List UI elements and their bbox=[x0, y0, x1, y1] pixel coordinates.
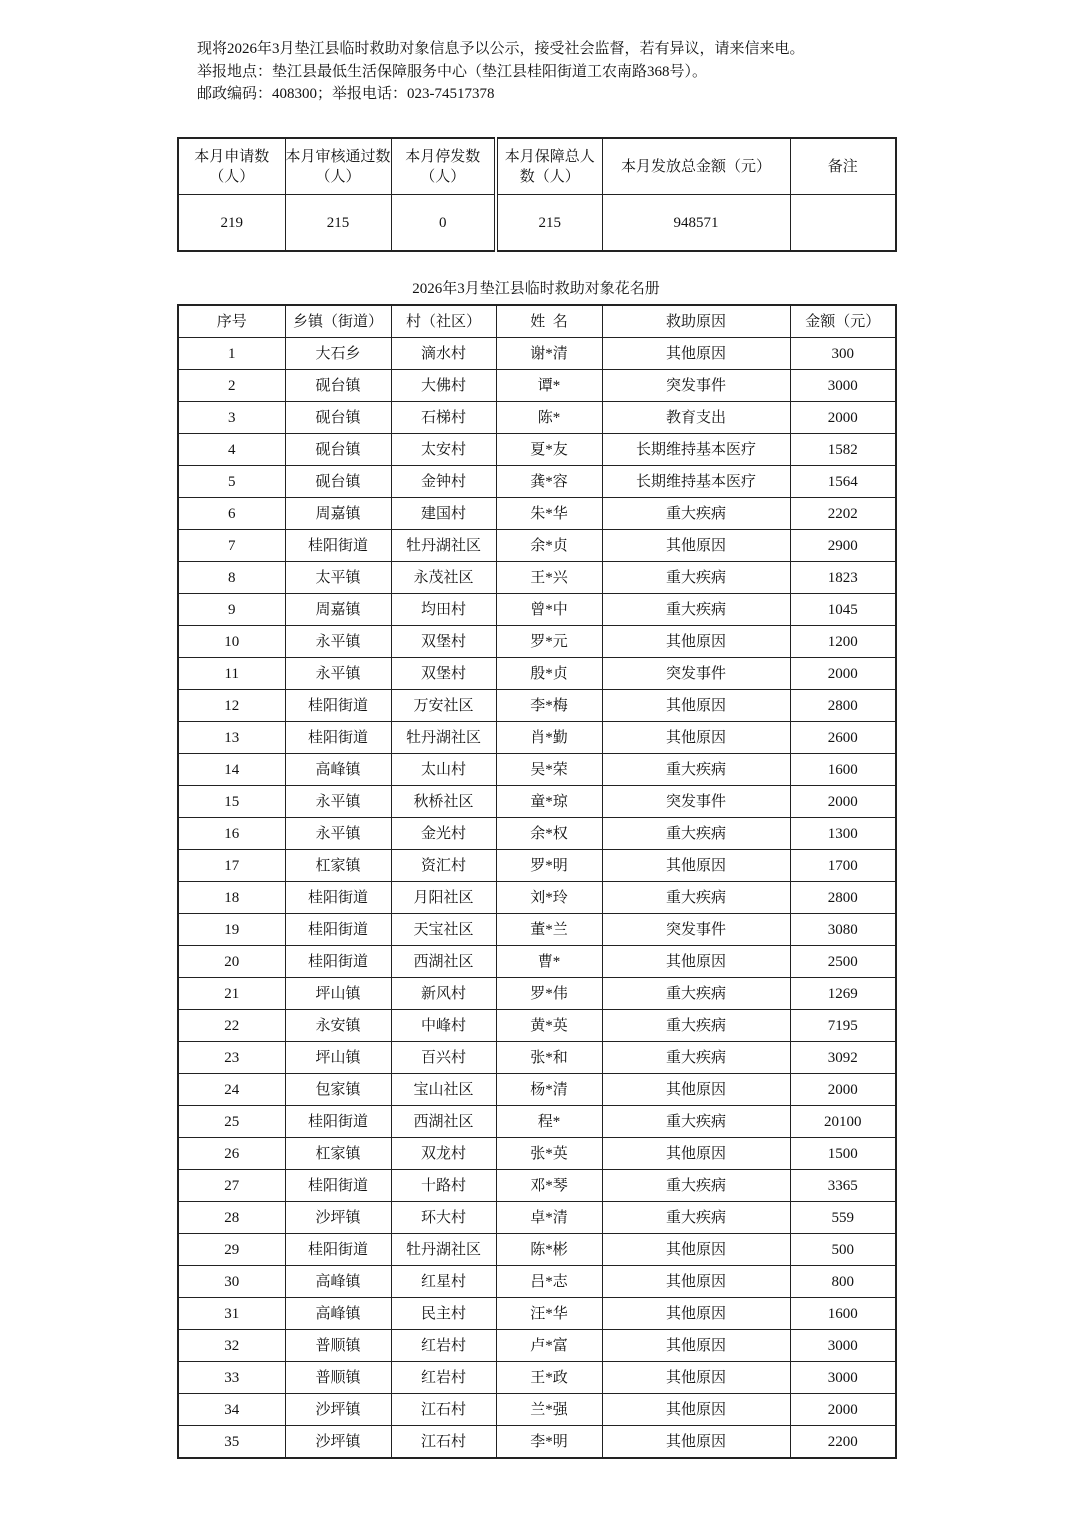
cell-reason: 其他原因 bbox=[602, 1266, 790, 1298]
cell-name: 董*兰 bbox=[496, 914, 602, 946]
cell-township: 沙坪镇 bbox=[285, 1202, 391, 1234]
cell-township: 砚台镇 bbox=[285, 466, 391, 498]
cell-township: 永平镇 bbox=[285, 786, 391, 818]
cell-amount: 2000 bbox=[790, 402, 896, 434]
cell-reason: 突发事件 bbox=[602, 370, 790, 402]
cell-index: 1 bbox=[178, 338, 285, 370]
cell-amount: 800 bbox=[790, 1266, 896, 1298]
cell-township: 桂阳街道 bbox=[285, 1234, 391, 1266]
cell-township: 普顺镇 bbox=[285, 1330, 391, 1362]
cell-village: 江石村 bbox=[391, 1394, 496, 1426]
cell-name: 谢*清 bbox=[496, 338, 602, 370]
table-row bbox=[178, 1106, 896, 1138]
cell-township: 沙坪镇 bbox=[285, 1394, 391, 1426]
table-row bbox=[178, 818, 896, 850]
cell-reason: 重大疾病 bbox=[602, 882, 790, 914]
cell-index: 27 bbox=[178, 1170, 285, 1202]
cell-name: 卢*富 bbox=[496, 1330, 602, 1362]
cell-village: 中峰村 bbox=[391, 1010, 496, 1042]
cell-name: 谭* bbox=[496, 370, 602, 402]
cell-village: 江石村 bbox=[391, 1426, 496, 1459]
cell-index: 22 bbox=[178, 1010, 285, 1042]
cell-amount: 1700 bbox=[790, 850, 896, 882]
cell-name: 陈* bbox=[496, 402, 602, 434]
header-index: 序号 bbox=[178, 305, 285, 338]
cell-reason: 重大疾病 bbox=[602, 562, 790, 594]
cell-index: 24 bbox=[178, 1074, 285, 1106]
cell-village: 新风村 bbox=[391, 978, 496, 1010]
cell-township: 大石乡 bbox=[285, 338, 391, 370]
cell-index: 33 bbox=[178, 1362, 285, 1394]
table-row bbox=[178, 1074, 896, 1106]
cell-township: 高峰镇 bbox=[285, 754, 391, 786]
cell-township: 永平镇 bbox=[285, 818, 391, 850]
cell-village: 西湖社区 bbox=[391, 946, 496, 978]
cell-index: 19 bbox=[178, 914, 285, 946]
cell-amount: 3365 bbox=[790, 1170, 896, 1202]
table-row bbox=[178, 690, 896, 722]
cell-name: 童*琼 bbox=[496, 786, 602, 818]
cell-name: 汪*华 bbox=[496, 1298, 602, 1330]
cell-amount: 2800 bbox=[790, 690, 896, 722]
cell-reason: 其他原因 bbox=[602, 1234, 790, 1266]
cell-index: 6 bbox=[178, 498, 285, 530]
cell-name: 殷*贞 bbox=[496, 658, 602, 690]
cell-reason: 长期维持基本医疗 bbox=[602, 434, 790, 466]
cell-amount: 1600 bbox=[790, 754, 896, 786]
roster-table bbox=[177, 304, 897, 1459]
cell-amount: 3000 bbox=[790, 1362, 896, 1394]
cell-index: 4 bbox=[178, 434, 285, 466]
table-row bbox=[178, 1042, 896, 1074]
cell-village: 西湖社区 bbox=[391, 1106, 496, 1138]
cell-index: 35 bbox=[178, 1426, 285, 1459]
cell-village: 双龙村 bbox=[391, 1138, 496, 1170]
cell-name: 陈*彬 bbox=[496, 1234, 602, 1266]
cell-township: 永平镇 bbox=[285, 626, 391, 658]
cell-index: 21 bbox=[178, 978, 285, 1010]
cell-amount: 2200 bbox=[790, 1426, 896, 1459]
cell-township: 砚台镇 bbox=[285, 402, 391, 434]
cell-reason: 突发事件 bbox=[602, 914, 790, 946]
cell-index: 7 bbox=[178, 530, 285, 562]
cell-township: 杠家镇 bbox=[285, 1138, 391, 1170]
cell-index: 29 bbox=[178, 1234, 285, 1266]
cell-amount: 1269 bbox=[790, 978, 896, 1010]
cell-village: 环大村 bbox=[391, 1202, 496, 1234]
table-row bbox=[178, 1170, 896, 1202]
cell-reason: 其他原因 bbox=[602, 850, 790, 882]
table-row bbox=[178, 722, 896, 754]
cell-township: 高峰镇 bbox=[285, 1266, 391, 1298]
cell-village: 万安社区 bbox=[391, 690, 496, 722]
cell-township: 桂阳街道 bbox=[285, 1170, 391, 1202]
value-total-covered: 215 bbox=[496, 195, 602, 252]
cell-amount: 2202 bbox=[790, 498, 896, 530]
cell-index: 18 bbox=[178, 882, 285, 914]
header-approved: 本月审核通过数（人） bbox=[285, 138, 391, 195]
cell-name: 李*明 bbox=[496, 1426, 602, 1459]
header-name: 姓 名 bbox=[496, 305, 602, 338]
cell-index: 3 bbox=[178, 402, 285, 434]
cell-reason: 长期维持基本医疗 bbox=[602, 466, 790, 498]
cell-village: 均田村 bbox=[391, 594, 496, 626]
cell-amount: 2000 bbox=[790, 1394, 896, 1426]
cell-reason: 其他原因 bbox=[602, 946, 790, 978]
cell-index: 9 bbox=[178, 594, 285, 626]
header-reason: 救助原因 bbox=[602, 305, 790, 338]
cell-name: 曾*中 bbox=[496, 594, 602, 626]
cell-amount: 2600 bbox=[790, 722, 896, 754]
table-row bbox=[178, 850, 896, 882]
cell-name: 夏*友 bbox=[496, 434, 602, 466]
cell-reason: 重大疾病 bbox=[602, 1170, 790, 1202]
table-row bbox=[178, 1266, 896, 1298]
cell-name: 邓*琴 bbox=[496, 1170, 602, 1202]
cell-township: 沙坪镇 bbox=[285, 1426, 391, 1459]
cell-name: 黄*英 bbox=[496, 1010, 602, 1042]
cell-reason: 其他原因 bbox=[602, 690, 790, 722]
cell-index: 30 bbox=[178, 1266, 285, 1298]
cell-amount: 3092 bbox=[790, 1042, 896, 1074]
cell-amount: 1823 bbox=[790, 562, 896, 594]
cell-name: 罗*元 bbox=[496, 626, 602, 658]
cell-reason: 其他原因 bbox=[602, 1138, 790, 1170]
cell-amount: 3000 bbox=[790, 1330, 896, 1362]
cell-index: 2 bbox=[178, 370, 285, 402]
cell-township: 砚台镇 bbox=[285, 434, 391, 466]
cell-amount: 2000 bbox=[790, 1074, 896, 1106]
table-row bbox=[178, 882, 896, 914]
cell-name: 杨*清 bbox=[496, 1074, 602, 1106]
cell-amount: 2800 bbox=[790, 882, 896, 914]
roster-title: 2026年3月垫江县临时救助对象花名册 bbox=[412, 281, 660, 297]
cell-index: 11 bbox=[178, 658, 285, 690]
cell-amount: 2000 bbox=[790, 658, 896, 690]
cell-township: 桂阳街道 bbox=[285, 690, 391, 722]
table-row bbox=[178, 1394, 896, 1426]
cell-amount: 2500 bbox=[790, 946, 896, 978]
summary-header-row bbox=[178, 138, 896, 195]
cell-township: 周嘉镇 bbox=[285, 594, 391, 626]
cell-index: 32 bbox=[178, 1330, 285, 1362]
value-approved: 215 bbox=[285, 195, 391, 252]
cell-name: 卓*清 bbox=[496, 1202, 602, 1234]
cell-amount: 3080 bbox=[790, 914, 896, 946]
cell-township: 高峰镇 bbox=[285, 1298, 391, 1330]
cell-name: 李*梅 bbox=[496, 690, 602, 722]
cell-name: 龚*容 bbox=[496, 466, 602, 498]
cell-reason: 重大疾病 bbox=[602, 1106, 790, 1138]
cell-name: 罗*伟 bbox=[496, 978, 602, 1010]
cell-village: 十路村 bbox=[391, 1170, 496, 1202]
cell-index: 26 bbox=[178, 1138, 285, 1170]
cell-village: 秋桥社区 bbox=[391, 786, 496, 818]
cell-township: 桂阳街道 bbox=[285, 530, 391, 562]
cell-index: 20 bbox=[178, 946, 285, 978]
cell-reason: 重大疾病 bbox=[602, 594, 790, 626]
cell-village: 永茂社区 bbox=[391, 562, 496, 594]
cell-village: 宝山社区 bbox=[391, 1074, 496, 1106]
cell-reason: 其他原因 bbox=[602, 1074, 790, 1106]
cell-reason: 重大疾病 bbox=[602, 498, 790, 530]
cell-village: 牡丹湖社区 bbox=[391, 1234, 496, 1266]
cell-village: 金光村 bbox=[391, 818, 496, 850]
table-row bbox=[178, 658, 896, 690]
table-row bbox=[178, 498, 896, 530]
cell-village: 双堡村 bbox=[391, 626, 496, 658]
table-row bbox=[178, 1362, 896, 1394]
cell-amount: 1300 bbox=[790, 818, 896, 850]
cell-village: 月阳社区 bbox=[391, 882, 496, 914]
header-applications: 本月申请数（人） bbox=[178, 138, 285, 195]
cell-village: 大佛村 bbox=[391, 370, 496, 402]
cell-index: 28 bbox=[178, 1202, 285, 1234]
cell-index: 31 bbox=[178, 1298, 285, 1330]
cell-reason: 其他原因 bbox=[602, 1426, 790, 1459]
cell-township: 桂阳街道 bbox=[285, 914, 391, 946]
cell-index: 12 bbox=[178, 690, 285, 722]
cell-name: 余*权 bbox=[496, 818, 602, 850]
cell-village: 红岩村 bbox=[391, 1330, 496, 1362]
notice-line: 现将2026年3月垫江县临时救助对象信息予以公示，接受社会监督，若有异议，请来信来电。 bbox=[197, 41, 805, 57]
header-village: 村（社区） bbox=[391, 305, 496, 338]
cell-village: 石梯村 bbox=[391, 402, 496, 434]
cell-name: 余*贞 bbox=[496, 530, 602, 562]
summary-value-row bbox=[178, 195, 896, 252]
cell-township: 杠家镇 bbox=[285, 850, 391, 882]
cell-reason: 突发事件 bbox=[602, 658, 790, 690]
cell-reason: 其他原因 bbox=[602, 1394, 790, 1426]
cell-township: 桂阳街道 bbox=[285, 722, 391, 754]
cell-amount: 559 bbox=[790, 1202, 896, 1234]
table-row bbox=[178, 466, 896, 498]
cell-amount: 7195 bbox=[790, 1010, 896, 1042]
table-row bbox=[178, 754, 896, 786]
cell-township: 普顺镇 bbox=[285, 1362, 391, 1394]
cell-township: 永平镇 bbox=[285, 658, 391, 690]
cell-index: 5 bbox=[178, 466, 285, 498]
cell-name: 朱*华 bbox=[496, 498, 602, 530]
value-total-amount: 948571 bbox=[602, 195, 790, 252]
cell-township: 太平镇 bbox=[285, 562, 391, 594]
cell-reason: 重大疾病 bbox=[602, 1042, 790, 1074]
cell-amount: 20100 bbox=[790, 1106, 896, 1138]
cell-township: 包家镇 bbox=[285, 1074, 391, 1106]
header-amount: 金额（元） bbox=[790, 305, 896, 338]
cell-amount: 1200 bbox=[790, 626, 896, 658]
cell-village: 建国村 bbox=[391, 498, 496, 530]
cell-index: 23 bbox=[178, 1042, 285, 1074]
header-township: 乡镇（街道） bbox=[285, 305, 391, 338]
cell-amount: 1600 bbox=[790, 1298, 896, 1330]
table-row bbox=[178, 1138, 896, 1170]
cell-reason: 其他原因 bbox=[602, 530, 790, 562]
table-row bbox=[178, 594, 896, 626]
cell-reason: 其他原因 bbox=[602, 338, 790, 370]
cell-amount: 1582 bbox=[790, 434, 896, 466]
cell-name: 吴*荣 bbox=[496, 754, 602, 786]
cell-reason: 教育支出 bbox=[602, 402, 790, 434]
cell-village: 民主村 bbox=[391, 1298, 496, 1330]
cell-name: 肖*勤 bbox=[496, 722, 602, 754]
table-row bbox=[178, 626, 896, 658]
cell-village: 金钟村 bbox=[391, 466, 496, 498]
value-stopped: 0 bbox=[391, 195, 496, 252]
contact-info: 邮政编码：408300；举报电话：023-74517378 bbox=[197, 86, 495, 102]
cell-reason: 其他原因 bbox=[602, 1298, 790, 1330]
cell-amount: 3000 bbox=[790, 370, 896, 402]
table-row bbox=[178, 402, 896, 434]
cell-village: 天宝社区 bbox=[391, 914, 496, 946]
cell-township: 周嘉镇 bbox=[285, 498, 391, 530]
cell-village: 百兴村 bbox=[391, 1042, 496, 1074]
notice-text bbox=[197, 38, 805, 106]
table-row bbox=[178, 562, 896, 594]
cell-amount: 1500 bbox=[790, 1138, 896, 1170]
cell-reason: 突发事件 bbox=[602, 786, 790, 818]
cell-township: 永安镇 bbox=[285, 1010, 391, 1042]
cell-amount: 500 bbox=[790, 1234, 896, 1266]
cell-township: 坪山镇 bbox=[285, 978, 391, 1010]
table-row bbox=[178, 946, 896, 978]
cell-village: 双堡村 bbox=[391, 658, 496, 690]
cell-amount: 2900 bbox=[790, 530, 896, 562]
cell-index: 8 bbox=[178, 562, 285, 594]
cell-village: 牡丹湖社区 bbox=[391, 530, 496, 562]
cell-index: 13 bbox=[178, 722, 285, 754]
cell-name: 张*和 bbox=[496, 1042, 602, 1074]
cell-village: 牡丹湖社区 bbox=[391, 722, 496, 754]
cell-name: 张*英 bbox=[496, 1138, 602, 1170]
cell-name: 王*兴 bbox=[496, 562, 602, 594]
cell-name: 吕*志 bbox=[496, 1266, 602, 1298]
cell-reason: 其他原因 bbox=[602, 626, 790, 658]
header-stopped: 本月停发数（人） bbox=[391, 138, 496, 195]
table-row bbox=[178, 1330, 896, 1362]
cell-township: 桂阳街道 bbox=[285, 946, 391, 978]
cell-name: 罗*明 bbox=[496, 850, 602, 882]
cell-name: 刘*玲 bbox=[496, 882, 602, 914]
table-row bbox=[178, 1234, 896, 1266]
value-remarks bbox=[790, 195, 896, 252]
cell-township: 桂阳街道 bbox=[285, 882, 391, 914]
cell-index: 34 bbox=[178, 1394, 285, 1426]
cell-index: 14 bbox=[178, 754, 285, 786]
roster-header-row bbox=[178, 305, 896, 338]
header-total-covered: 本月保障总人数（人） bbox=[496, 138, 602, 195]
summary-table bbox=[177, 137, 897, 252]
cell-reason: 重大疾病 bbox=[602, 818, 790, 850]
cell-index: 16 bbox=[178, 818, 285, 850]
header-remarks: 备注 bbox=[790, 138, 896, 195]
cell-index: 10 bbox=[178, 626, 285, 658]
cell-index: 25 bbox=[178, 1106, 285, 1138]
cell-index: 15 bbox=[178, 786, 285, 818]
table-row bbox=[178, 370, 896, 402]
table-row bbox=[178, 978, 896, 1010]
cell-reason: 其他原因 bbox=[602, 1330, 790, 1362]
table-row bbox=[178, 786, 896, 818]
table-row bbox=[178, 338, 896, 370]
cell-village: 太山村 bbox=[391, 754, 496, 786]
header-total-amount: 本月发放总金额（元） bbox=[602, 138, 790, 195]
cell-village: 红岩村 bbox=[391, 1362, 496, 1394]
cell-village: 资汇村 bbox=[391, 850, 496, 882]
cell-reason: 其他原因 bbox=[602, 1362, 790, 1394]
cell-name: 王*政 bbox=[496, 1362, 602, 1394]
cell-reason: 其他原因 bbox=[602, 722, 790, 754]
cell-name: 兰*强 bbox=[496, 1394, 602, 1426]
report-address: 举报地点：垫江县最低生活保障服务中心（垫江县桂阳街道工农南路368号）。 bbox=[197, 63, 708, 80]
table-row bbox=[178, 530, 896, 562]
table-row bbox=[178, 1426, 896, 1459]
cell-township: 桂阳街道 bbox=[285, 1106, 391, 1138]
cell-amount: 1564 bbox=[790, 466, 896, 498]
cell-reason: 重大疾病 bbox=[602, 1202, 790, 1234]
cell-amount: 300 bbox=[790, 338, 896, 370]
cell-reason: 重大疾病 bbox=[602, 978, 790, 1010]
cell-index: 17 bbox=[178, 850, 285, 882]
cell-township: 坪山镇 bbox=[285, 1042, 391, 1074]
cell-name: 曹* bbox=[496, 946, 602, 978]
value-applications: 219 bbox=[178, 195, 285, 252]
cell-reason: 重大疾病 bbox=[602, 754, 790, 786]
cell-reason: 重大疾病 bbox=[602, 1010, 790, 1042]
table-row bbox=[178, 1202, 896, 1234]
cell-township: 砚台镇 bbox=[285, 370, 391, 402]
cell-village: 滴水村 bbox=[391, 338, 496, 370]
cell-amount: 2000 bbox=[790, 786, 896, 818]
cell-village: 红星村 bbox=[391, 1266, 496, 1298]
cell-amount: 1045 bbox=[790, 594, 896, 626]
table-row bbox=[178, 914, 896, 946]
cell-village: 太安村 bbox=[391, 434, 496, 466]
table-row bbox=[178, 1298, 896, 1330]
table-row bbox=[178, 434, 896, 466]
table-row bbox=[178, 1010, 896, 1042]
cell-name: 程* bbox=[496, 1106, 602, 1138]
